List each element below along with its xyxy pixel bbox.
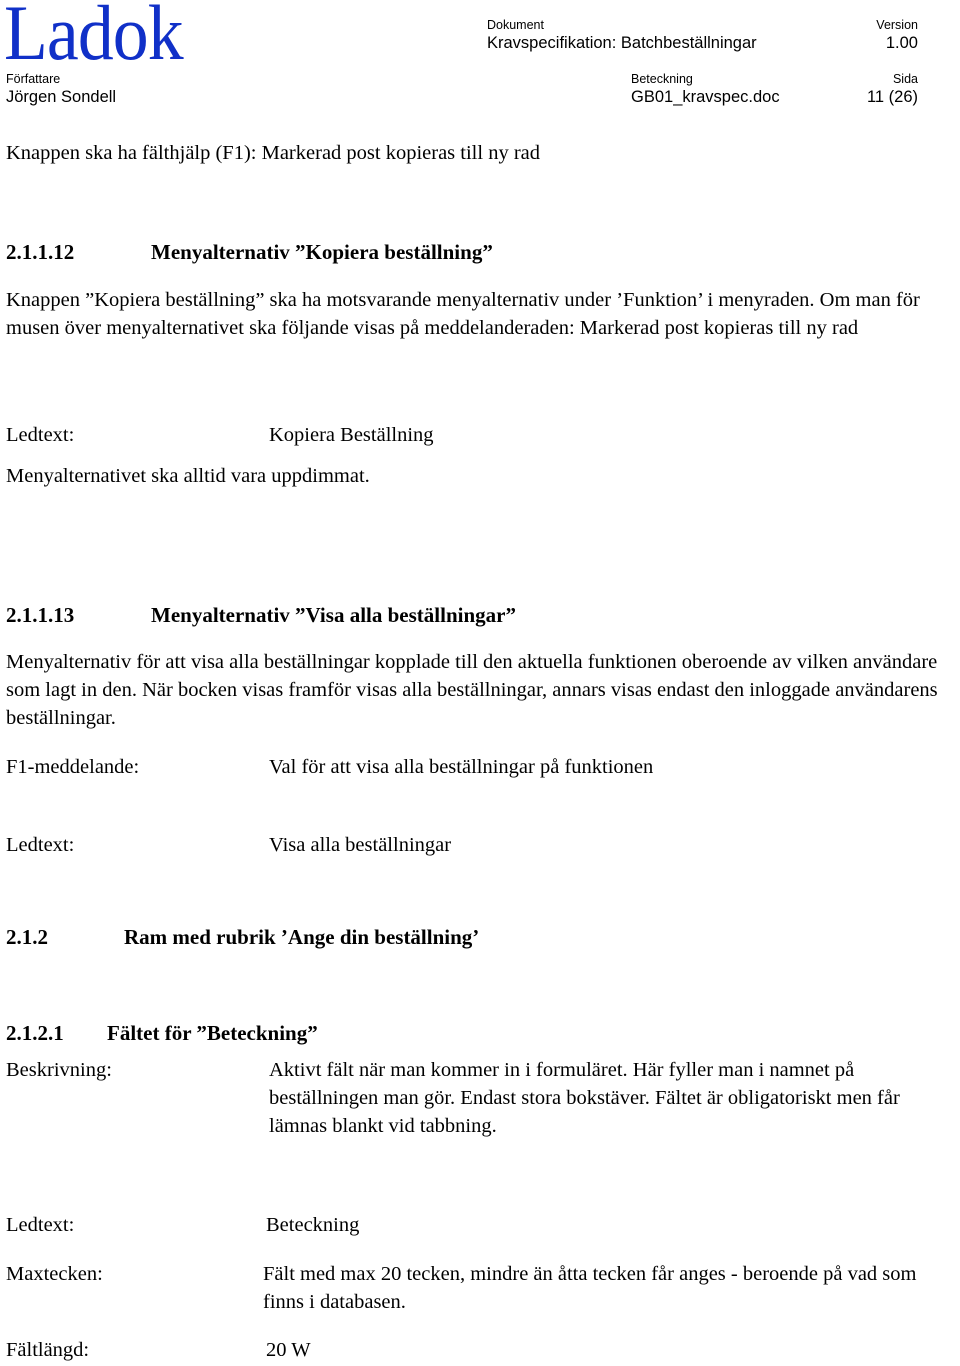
version-label: Version	[876, 18, 918, 32]
author-label: Författare	[6, 72, 61, 86]
section-2-1-1-13-text: Menyalternativ för att visa alla beställningar kopplade till den aktuella funktionen oberoende av vilken användare som lagt in den. När bocken visas framför visas alla beställningar, annars visas endast den inloggade användarens beställningar.	[6, 651, 938, 729]
section-2-1-2-1-title: Fältet för ”Beteckning”	[107, 1021, 318, 1045]
field-length-label: Fältlängd:	[6, 1339, 90, 1361]
ledtext-value: Visa alla beställningar	[269, 834, 452, 856]
section-2-1-1-12-title: Menyalternativ ”Kopiera beställning”	[151, 240, 493, 264]
ledtext-value: Beteckning	[266, 1214, 360, 1236]
author-value: Jörgen Sondell	[6, 88, 117, 106]
section-2-1-1-12-note: Menyalternativet ska alltid vara uppdimmat.	[6, 465, 370, 487]
designation-value: GB01_kravspec.doc	[631, 88, 780, 106]
section-2-1-1-12-text: Knappen ”Kopiera beställning” ska ha motsvarande menyalternativ under ’Funktion’ i menyraden. Om man för musen över menyalternativet ska följande visas på meddelanderaden: Markerad post kopieras till ny rad	[6, 289, 920, 339]
f1-message-label: F1-meddelande:	[6, 756, 140, 778]
designation-label: Beteckning	[631, 72, 693, 86]
document-value: Kravspecifikation: Batchbeställningar	[487, 34, 757, 52]
field-length-value: 20 W	[266, 1339, 311, 1361]
section-2-1-1-12-number: 2.1.1.12	[6, 240, 75, 264]
ladok-logo: Ladok	[4, 0, 183, 76]
f1-message-value: Val för att visa alla beställningar på funktionen	[269, 756, 654, 778]
section-2-1-2-number: 2.1.2	[6, 925, 48, 949]
page-label: Sida	[892, 72, 918, 86]
intro-paragraph: Knappen ska ha fälthjälp (F1): Markerad post kopieras till ny rad	[6, 142, 540, 164]
ledtext-value: Kopiera Beställning	[269, 424, 434, 446]
ledtext-label: Ledtext:	[6, 1214, 75, 1236]
ledtext-label: Ledtext:	[6, 834, 75, 856]
ledtext-label: Ledtext:	[6, 424, 75, 446]
page-value: 11 (26)	[866, 88, 918, 106]
max-characters-value: Fält med max 20 tecken, mindre än åtta tecken får anges - beroende på vad som finns i databasen.	[263, 1263, 917, 1313]
section-2-1-1-13-number: 2.1.1.13	[6, 603, 75, 627]
version-value: 1.00	[885, 34, 918, 52]
section-2-1-1-13-title: Menyalternativ ”Visa alla beställningar”	[151, 603, 516, 627]
section-2-1-2-title: Ram med rubrik ’Ange din beställning’	[124, 925, 480, 949]
description-value: Aktivt fält när man kommer in i formuläret. Här fyller man i namnet på beställningen man gör. Endast stora bokstäver. Fältet är obligatoriskt men får lämnas blankt vid tabbning.	[269, 1059, 900, 1137]
section-2-1-2-1-number: 2.1.2.1	[6, 1021, 64, 1045]
document-label: Dokument	[487, 18, 544, 32]
description-label: Beskrivning:	[6, 1059, 112, 1081]
max-characters-label: Maxtecken:	[6, 1263, 103, 1285]
